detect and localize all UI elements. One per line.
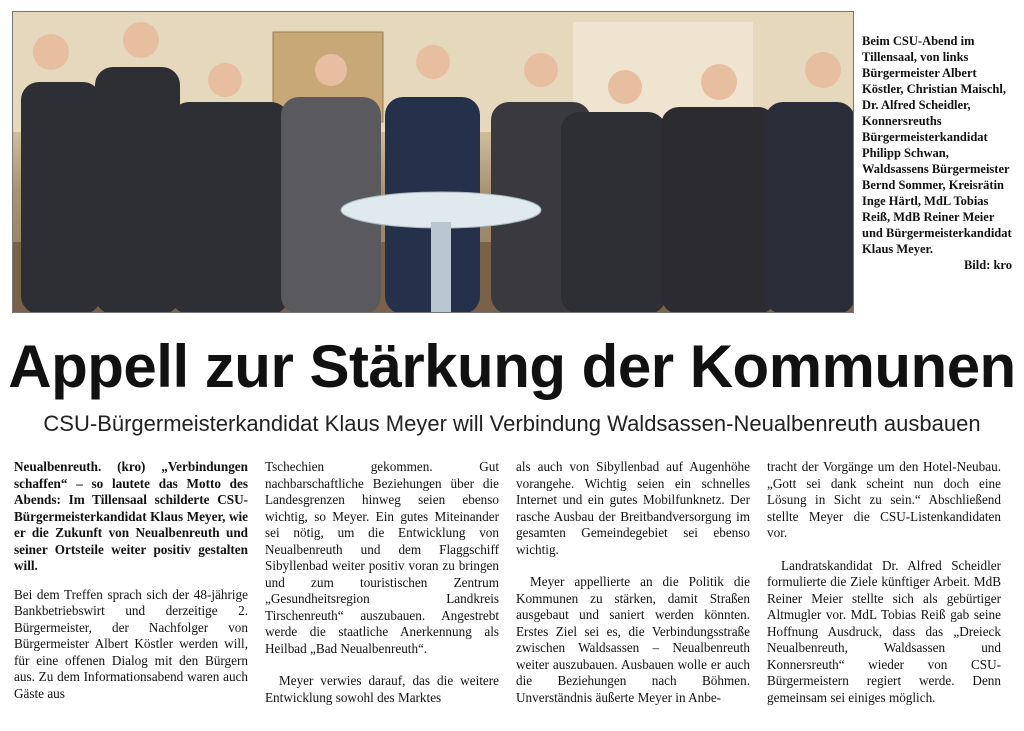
article-paragraph: Bei dem Treffen sprach sich der 48-jährige Bankbetriebswirt und derzeitige 2. Bürgermeister, der Nachfolger von Bürgermeister Albert Köstler werden will, für eine offenen Dialog mit den Bürgern aus. Zu dem Informationsabend waren auch Gäste aus [14, 586, 248, 701]
article-column-1 [14, 459, 248, 702]
article-headline: Appell zur Stärkung der Kommunen [8, 333, 1016, 400]
article-paragraph: Landratskandidat Dr. Alfred Scheidler formulierte die Ziele künftiger Arbeit. MdB Reiner Meier stellte sich als gebürtiger Altmugler vor. MdL Tobias Reiß gab seine Hoffnung Ausdruck, dass das „Dreieck Neualbenreuth, Waldsassen und Konnersreuth“ wieder von CSU-Bürgermeistern regiert werde. Denn gemeinsam sei einiges möglich. [767, 557, 1001, 705]
article-paragraph: Tschechien gekommen. Gut nachbarschaftliche Beziehungen über die Landesgrenzen hinweg seien ebenso wichtig, so Meyer. Ein gutes Miteinander sei nötig, um die Entwicklung von Neualbenreuth und dem Flaggschiff Sibyllenbad weiter positiv voran zu bringen und zum touristischen Zentrum „Gesundheitsregion Landkreis Tirschenreuth“ auszubauen. Angestrebt werde die staatliche Anerkennung als Heilbad „Bad Neualbenreuth“. [265, 459, 499, 656]
article-paragraph: Meyer appellierte an die Politik die Kommunen zu stärken, damit Straßen ausgebaut und saniert werden könnten. Erstes Ziel sei es, die Verbindungsstraße zwischen Waldsassen – Neualbenreuth weiter auszubauen. Ausbauen wolle er auch die Beziehungen nach Böhmen. Unverständnis äußerte Meyer in Anbe- [516, 574, 750, 705]
article-column-4 [767, 459, 1001, 706]
article-column-3 [516, 459, 750, 706]
photo-credit: Bild: kro [963, 258, 1012, 272]
photo-caption [862, 33, 1012, 273]
article-paragraph: Meyer verwies darauf, das die weitere Entwicklung sowohl des Marktes [265, 673, 499, 705]
article-subheadline: CSU-Bürgermeisterkandidat Klaus Meyer will Verbindung Waldsassen-Neualbenreuth ausbauen [43, 411, 981, 436]
article-column-2 [265, 459, 499, 706]
group-photo [12, 11, 854, 313]
article-lead: Neualbenreuth. (kro) „Verbindungen schaffen“ – so lautete das Motto des Abends: Im Tillensaal schilderte CSU-Bürgermeisterkandidat Klaus Meyer, wie er die Zukunft von Neualbenreuth und seiner Ortsteile weiter positiv gestalten will. [14, 459, 248, 573]
article-paragraph: tracht der Vorgänge um den Hotel-Neubau. „Gott sei dank scheint nun doch eine Lösung in Sicht zu sein.“ Abschließend stellte Meyer die CSU-Listenkandidaten vor. [767, 459, 1001, 540]
photo-illustration [13, 12, 854, 313]
article-paragraph: als auch von Sibyllenbad auf Augenhöhe vorangehe. Wichtig seien ein schnelles Internet und ein gutes Mobilfunknetz. Der rasche Ausbau der Breitbandversorgung im gesamten Gemeindegebiet sei ebenso wichtig. [516, 459, 750, 557]
caption-text: Beim CSU-Abend im Tillensaal, von links Bürgermeister Albert Köstler, Christian Maischl, Dr. Alfred Scheidler, Konnersreuths Bürgermeisterkandidat Philipp Schwan, Waldsassens Bürgermeister Bernd Sommer, Kreisrätin Inge Härtl, MdL Tobias Reiß, MdB Reiner Meier und Bürgermeisterkandidat Klaus Meyer. [862, 34, 1012, 256]
